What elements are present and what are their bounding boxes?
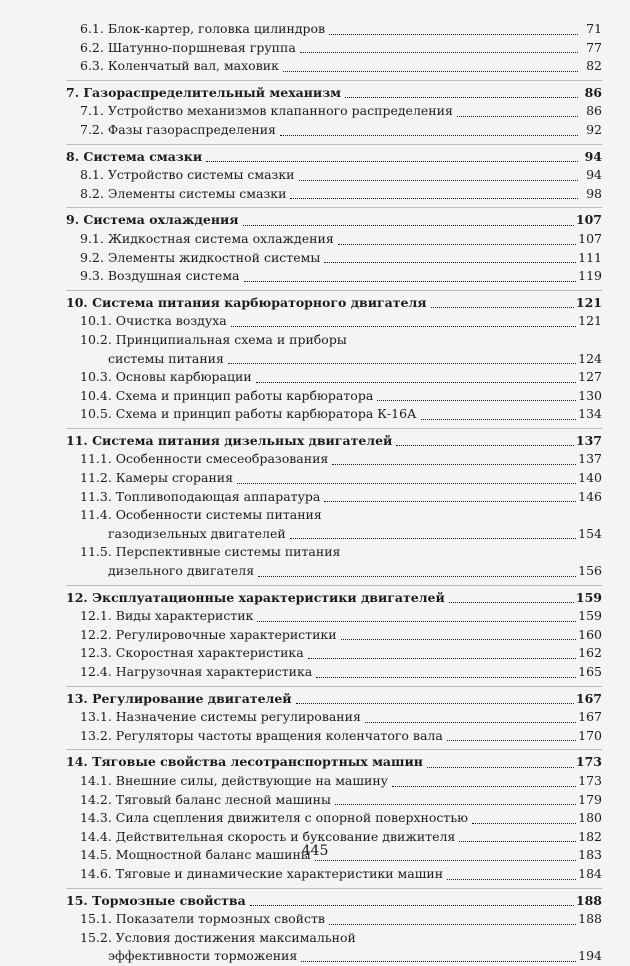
dot-leader xyxy=(447,879,576,880)
dot-leader xyxy=(280,135,578,136)
toc-entry-page: 188 xyxy=(578,911,602,927)
dot-leader xyxy=(283,71,578,72)
dot-leader xyxy=(231,326,576,327)
toc-entry-title: 10. Система питания карбюраторного двигателя xyxy=(66,294,429,313)
toc-subsection-entry[interactable] xyxy=(66,791,602,810)
toc-entry-title-line1: 11.5. Перспективные системы питания xyxy=(80,544,341,560)
section-divider xyxy=(66,585,602,586)
section-divider xyxy=(66,686,602,687)
toc-entry-title: 7.2. Фазы газораспределения xyxy=(80,121,278,140)
dot-leader xyxy=(472,823,576,824)
toc-subsection-entry[interactable] xyxy=(66,663,602,682)
toc-entry-row xyxy=(66,892,602,911)
toc-entry-page: 180 xyxy=(578,810,602,826)
toc-entry-title-line1: 10.2. Принципиальная схема и приборы xyxy=(80,331,347,347)
toc-entry-title: эффективности торможения xyxy=(108,947,299,966)
toc-entry-page: 159 xyxy=(575,589,602,605)
toc-entry-page: 182 xyxy=(578,828,602,844)
toc-entry-title: 13.2. Регуляторы частоты вращения коленчатого вала xyxy=(80,727,445,746)
toc-entry-row xyxy=(80,249,602,268)
dot-leader xyxy=(332,464,576,465)
dot-leader xyxy=(243,225,574,226)
toc-entry-row xyxy=(80,865,602,884)
toc-entry-page: 119 xyxy=(578,268,602,284)
toc-entry-row xyxy=(80,791,602,810)
toc-subsection-entry[interactable] xyxy=(66,185,602,204)
toc-entry-row xyxy=(80,772,602,791)
toc-entry-page: 140 xyxy=(578,470,602,486)
toc-entry-title: 6.2. Шатунно-поршневая группа xyxy=(80,39,298,58)
toc-entry-row xyxy=(80,626,602,645)
dot-leader xyxy=(237,483,576,484)
dot-leader xyxy=(308,658,576,659)
dot-leader xyxy=(250,905,574,906)
toc-entry-row xyxy=(66,148,602,167)
toc-section-entry[interactable] xyxy=(66,148,602,167)
toc-entry-row xyxy=(80,525,602,544)
dot-leader xyxy=(392,786,576,787)
toc-entry-title: 12.4. Нагрузочная характеристика xyxy=(80,663,314,682)
toc-entry-title: 13.1. Назначение системы регулирования xyxy=(80,708,363,727)
dot-leader xyxy=(341,639,577,640)
section-divider xyxy=(66,888,602,889)
toc-subsection-entry[interactable] xyxy=(66,450,602,469)
toc-subsection-entry[interactable] xyxy=(66,626,602,645)
toc-entry-page: 86 xyxy=(584,84,602,100)
toc-subsection-entry[interactable] xyxy=(66,929,602,966)
toc-section-entry[interactable] xyxy=(66,84,602,103)
toc-entry-row xyxy=(80,267,602,286)
toc-entry-title: 13. Регулирование двигателей xyxy=(66,690,294,709)
toc-entry-title: 14. Тяговые свойства лесотранспортных машин xyxy=(66,753,425,772)
toc-entry-page: 98 xyxy=(586,185,602,201)
toc-subsection-entry[interactable] xyxy=(66,166,602,185)
toc-entry-title: 14.3. Сила сцепления движителя с опорной поверхностью xyxy=(80,809,470,828)
toc-section-entry[interactable] xyxy=(66,432,602,451)
toc-entry-title: 11.3. Топливоподающая аппаратура xyxy=(80,488,322,507)
dot-leader xyxy=(315,860,576,861)
toc-entry-title-line1: 11.4. Особенности системы питания xyxy=(80,507,322,523)
toc-entry-title: 12.1. Виды характеристик xyxy=(80,607,255,626)
toc-entry-page: 183 xyxy=(578,847,602,863)
toc-entry-row xyxy=(80,39,602,58)
toc-entry-row xyxy=(80,166,602,185)
toc-entry-row xyxy=(80,312,602,331)
toc-entry-page: 173 xyxy=(578,772,602,788)
dot-leader xyxy=(258,576,576,577)
toc-subsection-entry[interactable] xyxy=(66,772,602,791)
toc-entry-row xyxy=(80,185,602,204)
toc-entry-row xyxy=(66,589,602,608)
toc-subsection-entry[interactable] xyxy=(66,727,602,746)
toc-subsection-entry[interactable] xyxy=(66,607,602,626)
toc-entry-page: 188 xyxy=(575,892,602,908)
toc-entry-row xyxy=(80,488,602,507)
toc-entry-page: 160 xyxy=(578,626,602,642)
toc-subsection-entry[interactable] xyxy=(66,312,602,331)
toc-entry-page: 94 xyxy=(586,167,602,183)
toc-subsection-entry[interactable] xyxy=(66,387,602,406)
toc-subsection-entry[interactable] xyxy=(66,267,602,286)
toc-entry-row xyxy=(80,368,602,387)
toc-entry-title: 9. Система охлаждения xyxy=(66,211,241,230)
toc-entry-page: 146 xyxy=(578,488,602,504)
table-of-contents xyxy=(66,20,602,966)
toc-entry-title: 15.1. Показатели тормозных свойств xyxy=(80,910,327,929)
dot-leader xyxy=(256,382,576,383)
toc-entry-page: 111 xyxy=(578,249,602,265)
toc-entry-row xyxy=(80,20,602,39)
toc-entry-title: 6.3. Коленчатый вал, маховик xyxy=(80,57,281,76)
section-divider xyxy=(66,144,602,145)
toc-entry-page: 92 xyxy=(586,121,602,137)
toc-entry-row xyxy=(80,562,602,581)
toc-entry-page: 107 xyxy=(575,212,602,228)
dot-leader xyxy=(421,419,577,420)
toc-subsection-entry[interactable] xyxy=(66,865,602,884)
toc-entry-title: 8.1. Устройство системы смазки xyxy=(80,166,297,185)
toc-entry-page: 179 xyxy=(578,791,602,807)
toc-entry-title: 12. Эксплуатационные характеристики двигателей xyxy=(66,589,447,608)
toc-entry-page: 121 xyxy=(575,294,602,310)
toc-subsection-entry[interactable] xyxy=(66,405,602,424)
toc-section-entry[interactable] xyxy=(66,211,602,230)
dot-leader xyxy=(296,703,574,704)
toc-entry-title: 11.1. Особенности смесеобразования xyxy=(80,450,330,469)
toc-entry-title: газодизельных двигателей xyxy=(108,525,288,544)
dot-leader xyxy=(396,445,574,446)
toc-entry-title: 10.4. Схема и принцип работы карбюратора xyxy=(80,387,375,406)
toc-entry-title-line1: 15.2. Условия достижения максимальной xyxy=(80,929,356,945)
toc-subsection-entry[interactable] xyxy=(66,249,602,268)
toc-entry-page: 107 xyxy=(578,230,602,246)
toc-entry-page: 86 xyxy=(586,103,602,119)
toc-entry-page: 170 xyxy=(578,727,602,743)
toc-entry-title: 8. Система смазки xyxy=(66,148,204,167)
toc-entry-title: 9.3. Воздушная система xyxy=(80,267,242,286)
toc-entry-page: 162 xyxy=(578,645,602,661)
toc-entry-row xyxy=(80,387,602,406)
toc-subsection-entry[interactable] xyxy=(66,230,602,249)
dot-leader xyxy=(301,961,576,962)
toc-entry-row xyxy=(80,727,602,746)
dot-leader xyxy=(431,307,574,308)
toc-entry-title: 11. Система питания дизельных двигателей xyxy=(66,432,394,451)
dot-leader xyxy=(427,767,574,768)
dot-leader xyxy=(244,281,577,282)
page-number: 445 xyxy=(301,843,329,859)
toc-entry-title: 10.1. Очистка воздуха xyxy=(80,312,229,331)
toc-entry-page: 167 xyxy=(575,690,602,706)
toc-entry-page: 124 xyxy=(578,350,602,366)
toc-subsection-entry[interactable] xyxy=(66,708,602,727)
toc-entry-page: 184 xyxy=(578,865,602,881)
dot-leader xyxy=(365,722,576,723)
toc-entry-title: 14.1. Внешние силы, действующие на машину xyxy=(80,772,390,791)
toc-entry-title: 15. Тормозные свойства xyxy=(66,892,248,911)
toc-entry-title: 7.1. Устройство механизмов клапанного распределения xyxy=(80,102,455,121)
dot-leader xyxy=(257,621,576,622)
toc-section-entry[interactable] xyxy=(66,753,602,772)
dot-leader xyxy=(290,198,578,199)
toc-entry-title: 12.3. Скоростная характеристика xyxy=(80,644,306,663)
toc-entry-row xyxy=(80,910,602,929)
toc-entry-row xyxy=(80,947,602,966)
section-divider xyxy=(66,80,602,81)
toc-entry-row xyxy=(80,230,602,249)
toc-entry-page: 173 xyxy=(575,754,602,770)
toc-entry-row xyxy=(80,102,602,121)
toc-subsection-entry[interactable] xyxy=(66,506,602,543)
dot-leader xyxy=(329,34,578,35)
toc-subsection-entry[interactable] xyxy=(66,102,602,121)
toc-entry-page: 137 xyxy=(575,432,602,448)
toc-entry-row xyxy=(80,663,602,682)
section-divider xyxy=(66,290,602,291)
toc-entry-title: 9.1. Жидкостная система охлаждения xyxy=(80,230,336,249)
dot-leader xyxy=(324,501,576,502)
toc-section-entry[interactable] xyxy=(66,892,602,911)
toc-subsection-entry[interactable] xyxy=(66,121,602,140)
toc-entry-page: 154 xyxy=(578,525,602,541)
toc-entry-title: 10.3. Основы карбюрации xyxy=(80,368,254,387)
dot-leader xyxy=(335,804,576,805)
toc-entry-page: 137 xyxy=(578,451,602,467)
toc-entry-page: 159 xyxy=(578,608,602,624)
toc-entry-title: 14.6. Тяговые и динамические характеристики машин xyxy=(80,865,445,884)
toc-entry-title: 14.2. Тяговый баланс лесной машины xyxy=(80,791,333,810)
toc-entry-page: 82 xyxy=(586,58,602,74)
toc-entry-row xyxy=(66,690,602,709)
dot-leader xyxy=(324,262,576,263)
dot-leader xyxy=(316,677,576,678)
section-divider xyxy=(66,207,602,208)
dot-leader xyxy=(329,924,576,925)
dot-leader xyxy=(206,161,578,162)
toc-section-entry[interactable] xyxy=(66,589,602,608)
toc-section-entry[interactable] xyxy=(66,294,602,313)
toc-entry-row xyxy=(80,121,602,140)
dot-leader xyxy=(338,244,576,245)
toc-section-entry[interactable] xyxy=(66,690,602,709)
toc-subsection-entry[interactable] xyxy=(66,910,602,929)
toc-entry-page: 165 xyxy=(578,664,602,679)
toc-entry-row xyxy=(80,607,602,626)
dot-leader xyxy=(449,602,574,603)
toc-entry-row xyxy=(80,405,602,424)
dot-leader xyxy=(447,740,576,741)
toc-entry-page: 77 xyxy=(586,39,602,55)
toc-entry-title: 7. Газораспределительный механизм xyxy=(66,84,343,103)
toc-entry-row xyxy=(80,57,602,76)
toc-entry-title: 6.1. Блок-картер, головка цилиндров xyxy=(80,20,327,39)
toc-entry-row xyxy=(80,450,602,469)
toc-subsection-entry[interactable] xyxy=(66,488,602,507)
dot-leader xyxy=(377,400,576,401)
toc-entry-page: 156 xyxy=(578,563,602,579)
toc-entry-row xyxy=(66,211,602,230)
toc-subsection-entry[interactable] xyxy=(66,543,602,580)
dot-leader xyxy=(228,363,576,364)
toc-entry-page: 130 xyxy=(578,387,602,403)
toc-entry-title: 10.5. Схема и принцип работы карбюратора К-16А xyxy=(80,405,419,424)
toc-entry-row xyxy=(66,753,602,772)
toc-entry-page: 194 xyxy=(578,948,602,964)
toc-entry-row xyxy=(80,469,602,488)
toc-entry-title: дизельного двигателя xyxy=(108,562,256,581)
toc-entry-row xyxy=(80,708,602,727)
toc-entry-title: 8.2. Элементы системы смазки xyxy=(80,185,288,204)
toc-entry-title: 9.2. Элементы жидкостной системы xyxy=(80,249,322,268)
dot-leader xyxy=(300,52,578,53)
section-divider xyxy=(66,749,602,750)
dot-leader xyxy=(457,116,578,117)
toc-subsection-entry[interactable] xyxy=(66,39,602,58)
toc-subsection-entry[interactable] xyxy=(66,644,602,663)
toc-entry-page: 127 xyxy=(578,369,602,385)
toc-subsection-entry[interactable] xyxy=(66,809,602,828)
dot-leader xyxy=(290,538,576,539)
toc-entry-title: 12.2. Регулировочные характеристики xyxy=(80,626,339,645)
toc-subsection-entry[interactable] xyxy=(66,331,602,368)
toc-entry-page: 121 xyxy=(578,313,602,329)
toc-entry-row xyxy=(80,809,602,828)
toc-subsection-entry[interactable] xyxy=(66,20,602,39)
toc-entry-page: 71 xyxy=(586,21,602,36)
toc-entry-title: 11.2. Камеры сгорания xyxy=(80,469,235,488)
toc-subsection-entry[interactable] xyxy=(66,368,602,387)
toc-subsection-entry[interactable] xyxy=(66,57,602,76)
toc-entry-page: 134 xyxy=(578,406,602,422)
toc-entry-row xyxy=(66,294,602,313)
toc-entry-page: 94 xyxy=(584,148,602,164)
toc-subsection-entry[interactable] xyxy=(66,469,602,488)
toc-entry-row xyxy=(80,350,602,369)
toc-entry-row xyxy=(66,432,602,451)
toc-entry-title: 14.5. Мощностной баланс машины xyxy=(80,846,313,865)
toc-entry-row xyxy=(80,644,602,663)
toc-entry-page: 167 xyxy=(578,709,602,725)
section-divider xyxy=(66,428,602,429)
toc-entry-title: 14.4. Действительная скорость и буксование движителя xyxy=(80,828,457,847)
toc-entry-title: системы питания xyxy=(108,350,226,369)
toc-entry-row xyxy=(66,84,602,103)
dot-leader xyxy=(299,180,578,181)
dot-leader xyxy=(345,97,578,98)
